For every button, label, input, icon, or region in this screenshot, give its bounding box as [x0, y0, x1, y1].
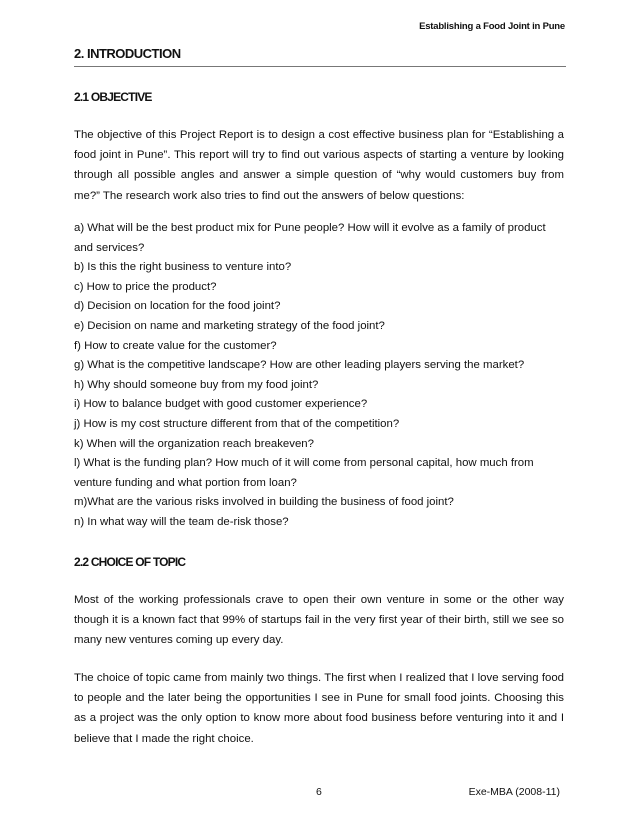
list-item: g) What is the competitive landscape? How are other leading players serving the market? — [74, 359, 525, 372]
objective-paragraph: The objective of this Project Report is to design a cost effective business plan for “Establishing a food joint in Pune”. This report will try to find out various aspects of starting a venture by looking through all possible angles and answer a simple question of “why would customers buy from me?” The research work also tries to find out the answers of below questions: — [74, 129, 564, 202]
section-heading-choice-of-topic: 2.2 CHOICE OF TOPIC — [74, 555, 186, 569]
heading-divider — [74, 66, 566, 67]
list-item: i) How to balance budget with good customer experience? — [74, 398, 368, 411]
list-item: a) What will be the best product mix for Pune people? How will it evolve as a family of product and services? — [74, 222, 546, 254]
list-item: h) Why should someone buy from my food joint? — [74, 378, 319, 391]
choice-paragraph-2: The choice of topic came from mainly two things. The first when I realized that I love serving food to people and the later being the opportunities I see in Pune for small food joints. Choosing this as a project was the only option to know more about food business before venturing into it and I believe that I made the right choice. — [74, 672, 564, 745]
list-item: j) How is my cost structure different from that of the competition? — [74, 417, 400, 430]
section-heading-objective: 2.1 OBJECTIVE — [74, 90, 152, 104]
list-item: d) Decision on location for the food joint? — [74, 300, 281, 313]
list-item: b) Is this the right business to venture into? — [74, 261, 292, 274]
chapter-heading: 2. INTRODUCTION — [74, 46, 181, 61]
footer-program: Exe-MBA (2008-11) — [468, 786, 560, 798]
running-header: Establishing a Food Joint in Pune — [419, 21, 565, 32]
list-item: f) How to create value for the customer? — [74, 339, 277, 352]
page-number: 6 — [316, 786, 322, 798]
list-item: c) How to price the product? — [74, 280, 217, 293]
list-item: k) When will the organization reach breakeven? — [74, 437, 314, 450]
list-item: l) What is the funding plan? How much of it will come from personal capital, how much from venture funding and what portion from loan? — [74, 457, 534, 489]
list-item: e) Decision on name and marketing strategy of the food joint? — [74, 319, 385, 332]
list-item: m)What are the various risks involved in building the business of food joint? — [74, 496, 454, 509]
list-item: n) In what way will the team de-risk those? — [74, 515, 289, 528]
question-list — [74, 219, 566, 533]
choice-paragraph-1: Most of the working professionals crave to open their own venture in some or the other way though it is a known fact that 99% of startups fail in the very first year of their birth, still we see so many new ventures coming up every day. — [74, 594, 564, 647]
